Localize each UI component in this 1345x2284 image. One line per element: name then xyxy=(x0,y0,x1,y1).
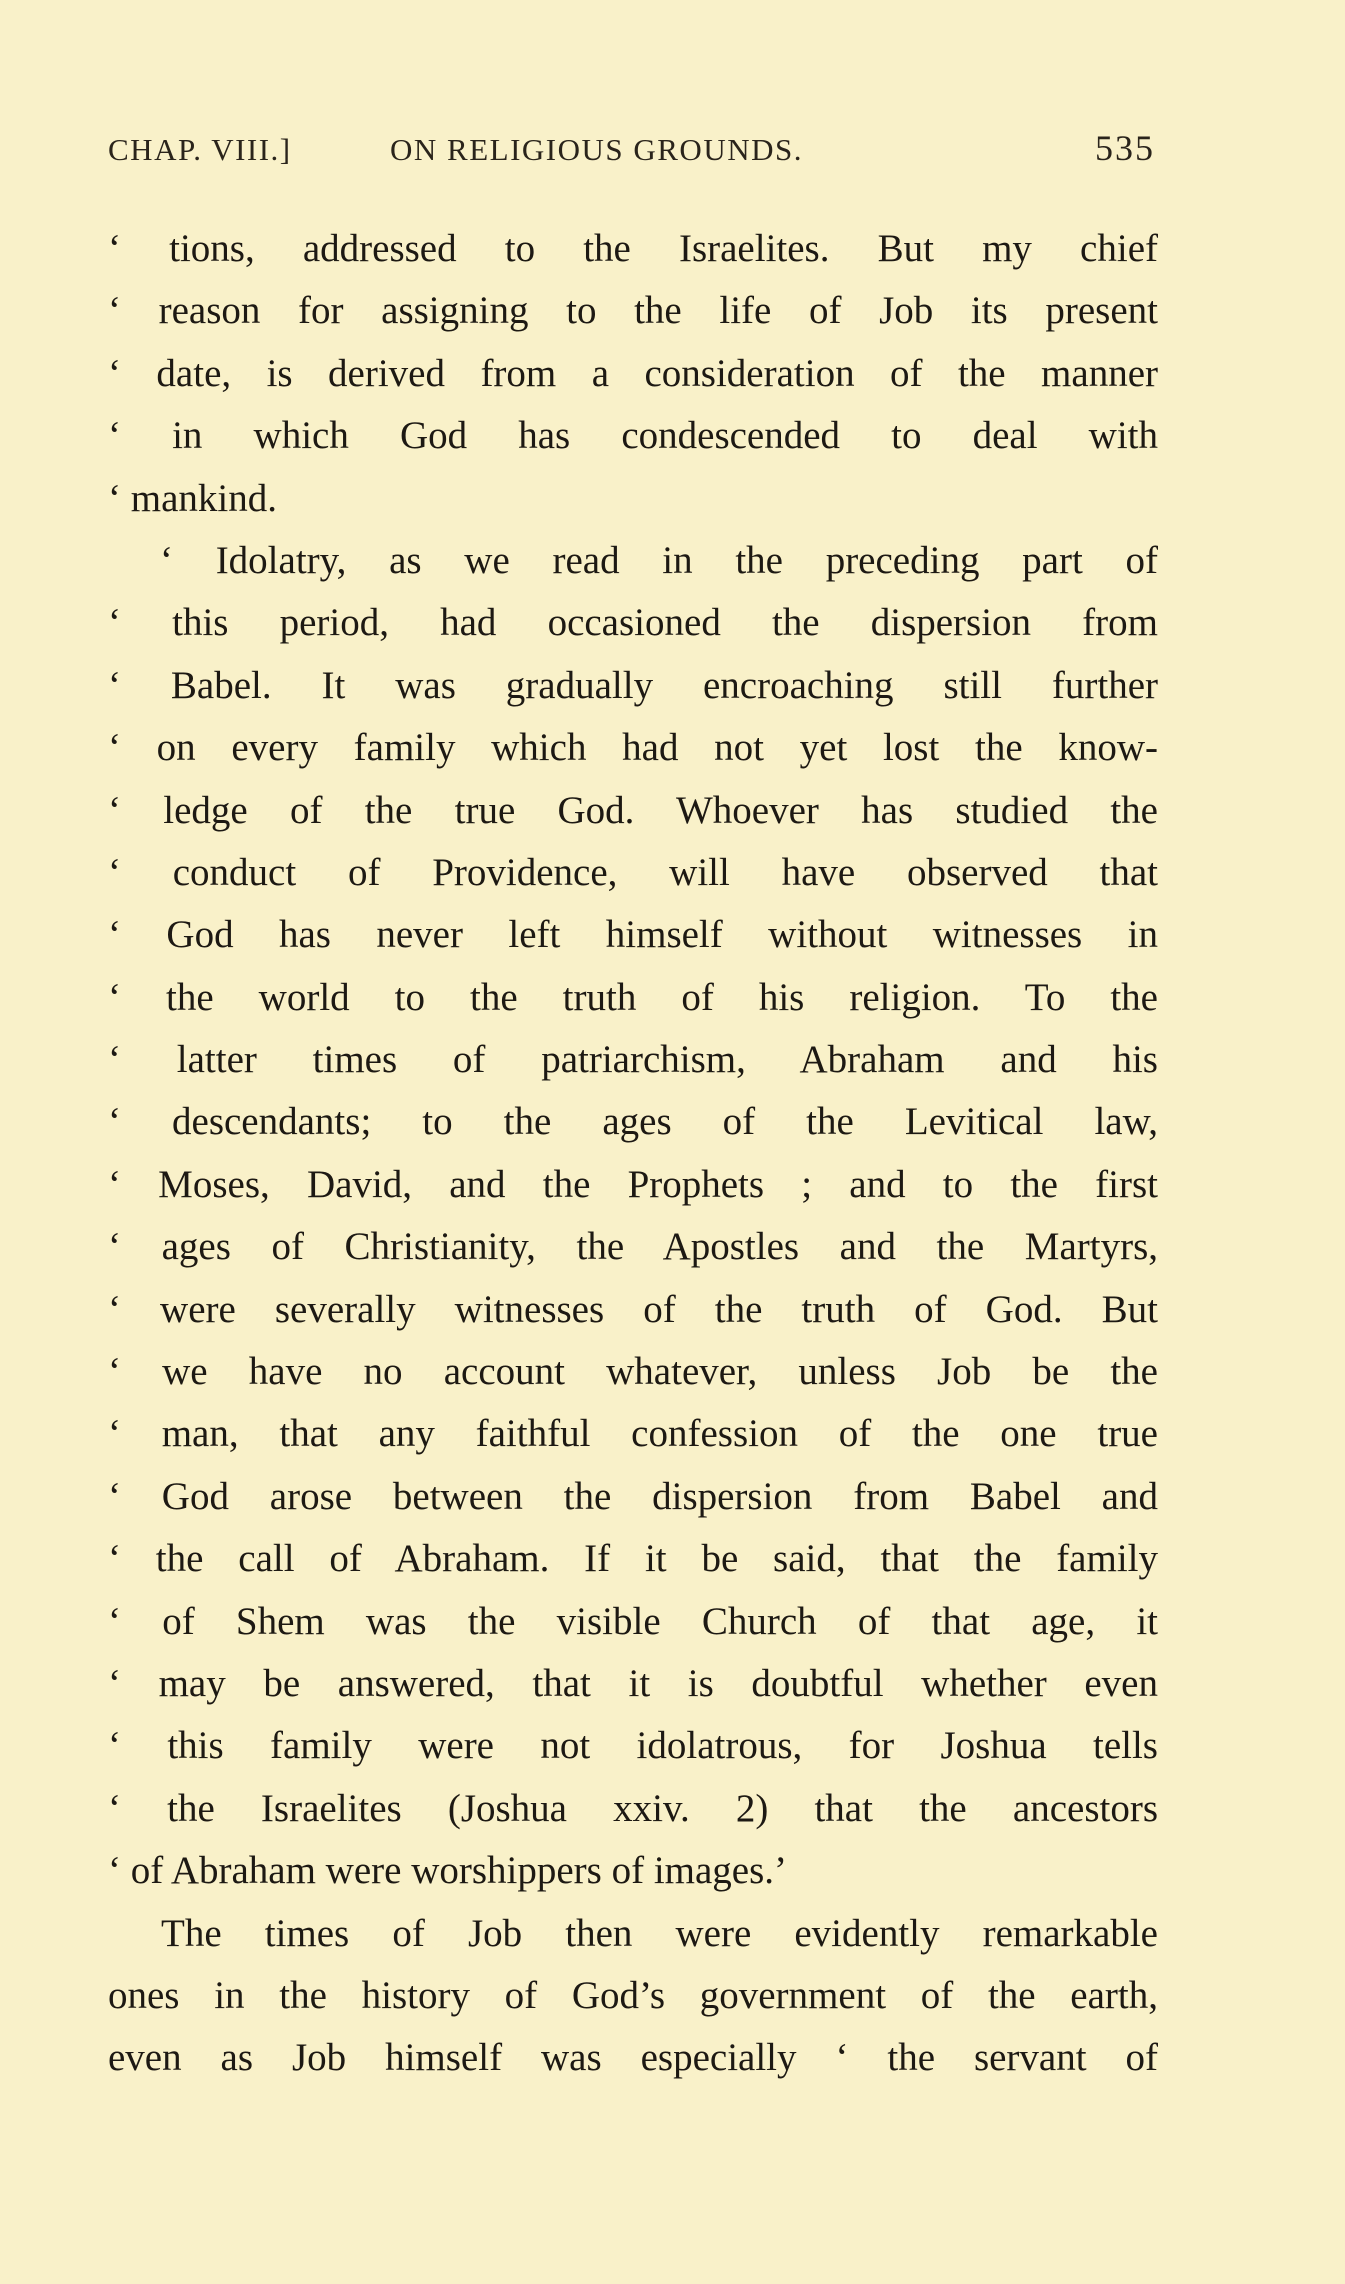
text-line: ‘ the call of Abraham. If it be said, that the family xyxy=(108,1537,1158,1581)
text-line: ‘ God arose between the dispersion from Babel and xyxy=(108,1474,1158,1518)
text-line: ‘ Babel. It was gradually encroaching still further xyxy=(108,663,1158,707)
text-line: ‘ may be answered, that it is doubtful whether even xyxy=(108,1661,1158,1705)
text-line: ‘ conduct of Providence, will have observed that xyxy=(108,850,1158,894)
text-line: ‘ descendants; to the ages of the Levitical law, xyxy=(108,1100,1158,1144)
text-line: The times of Job then were evidently remarkable xyxy=(161,1911,1158,1955)
text-line: ‘ this period, had occasioned the dispersion from xyxy=(108,601,1158,645)
text-line: ‘ ages of Christianity, the Apostles and the Martyrs, xyxy=(108,1225,1158,1269)
text-line: ‘ man, that any faithful confession of the one true xyxy=(108,1412,1158,1456)
chapter-label: CHAP. VIII.] xyxy=(108,132,292,167)
text-line: ‘ reason for assigning to the life of Job its present xyxy=(108,289,1158,333)
text-line: ‘ Moses, David, and the Prophets ; and to the first xyxy=(108,1162,1158,1206)
running-title: ON RELIGIOUS GROUNDS. xyxy=(390,132,803,167)
text-line: ‘ ledge of the true God. Whoever has studied the xyxy=(108,788,1158,832)
text-line: ‘ of Shem was the visible Church of that age, it xyxy=(108,1599,1158,1643)
text-line: ‘ were severally witnesses of the truth of God. But xyxy=(108,1287,1158,1331)
text-line: even as Job himself was especially ‘ the servant of xyxy=(108,2036,1158,2080)
page-number: 535 xyxy=(1095,128,1155,168)
body-text xyxy=(108,218,1158,2090)
text-line: ‘ the Israelites (Joshua xxiv. 2) that the ancestors xyxy=(108,1786,1158,1830)
text-line: ‘ the world to the truth of his religion. To the xyxy=(108,975,1158,1019)
text-line: ‘ latter times of patriarchism, Abraham and his xyxy=(108,1038,1158,1082)
text-line: ‘ this family were not idolatrous, for Joshua tells xyxy=(108,1724,1158,1768)
text-line: ‘ of Abraham were worshippers of images.’ xyxy=(108,1849,788,1893)
text-line: ‘ we have no account whatever, unless Job be the xyxy=(108,1350,1158,1394)
text-line: ‘ in which God has condescended to deal with xyxy=(108,414,1158,458)
text-line: ‘ on every family which had not yet lost the know- xyxy=(108,726,1158,770)
text-line: ones in the history of God’s government of the earth, xyxy=(108,1973,1158,2017)
running-header xyxy=(108,128,1155,178)
text-line: ‘ tions, addressed to the Israelites. But my chief xyxy=(108,227,1158,270)
text-line: ‘ mankind. xyxy=(108,476,277,520)
text-line: ‘ God has never left himself without witnesses in xyxy=(108,913,1158,957)
text-line: ‘ date, is derived from a consideration of the manner xyxy=(108,351,1158,395)
text-line: ‘ Idolatry, as we read in the preceding part of xyxy=(160,538,1158,582)
